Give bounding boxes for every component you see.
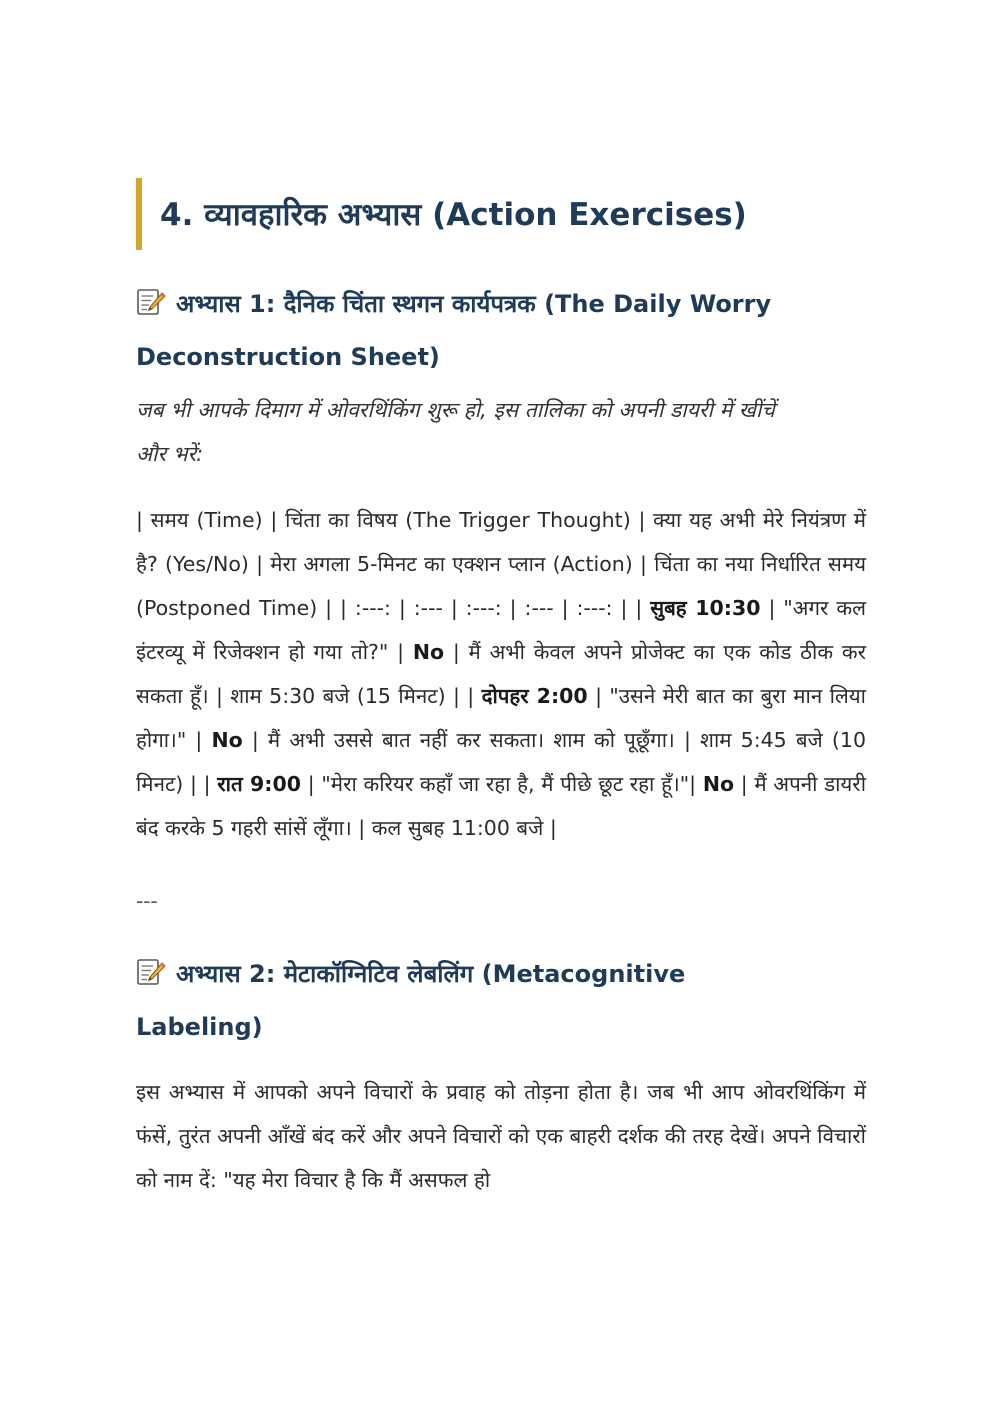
table-control-no: No (412, 640, 445, 664)
exercise1-title-line2: Deconstruction Sheet) (136, 343, 440, 371)
exercise2-body: इस अभ्यास में आपको अपने विचारों के प्रवाह को तोड़ना होता है। जब भी आप ओवरथिंकिंग में फंसें, तुरंत अपनी आँखें बंद करें और अपने विचारों को एक बाहरी दर्शक की तरह देखें। अपने विचारों को नाम दें: "यह मेरा विचार है कि मैं असफल हो (136, 1080, 866, 1192)
section-heading (136, 178, 866, 250)
worry-table-raw-text (136, 498, 866, 850)
table-time-morning: सुबह 10:30 (650, 596, 761, 620)
table-text-segment: | "मेरा करियर कहाँ जा रहा है, मैं पीछे छूट रहा हूँ।"| (301, 772, 703, 796)
exercise1-intro-line1: जब भी आपके दिमाग में ओवरथिंकिंग शुरू हो, इस तालिका को अपनी डायरी में खींचें (136, 398, 775, 422)
table-time-night: रात 9:00 (217, 772, 302, 796)
table-text-segment: | समय (Time) | चिंता का विषय (The Trigger Thought) | क्या यह अभी मेरे नियंत्रण में है? (Yes/No) | मेरा अगला 5-मिनट का एक्शन प्लान (Action) | चिंता का नया निर्धारित समय (Postponed Time) | | :---: | :--- | :---: | :--- | :---: | | (136, 508, 866, 620)
memo-pencil-icon (136, 957, 166, 987)
table-text-segment: | मैं अपनी डायरी बंद करके 5 गहरी सांसें लूँगा। | कल सुबह 11:00 बजे | (136, 772, 867, 840)
exercise2-title-line2: Labeling) (136, 1013, 263, 1041)
exercise2-title-line1: अभ्यास 2: मेटाकॉग्निटिव लेबलिंग (Metacognitive (176, 960, 686, 988)
section-title: 4. व्यावहारिक अभ्यास (Action Exercises) (160, 197, 747, 233)
exercise1-intro-line2: और भरें: (136, 442, 204, 466)
memo-pencil-icon (136, 287, 166, 317)
document-page (136, 178, 866, 1202)
exercise1-heading (136, 278, 866, 384)
table-control-no: No (211, 728, 243, 752)
exercise1-title-line1: अभ्यास 1: दैनिक चिंता स्थगन कार्यपत्रक (The Daily Worry (176, 290, 772, 318)
table-text-segment: | "उसने मेरी बात का बुरा मान लिया होगा।" | (136, 684, 866, 752)
separator: --- (136, 889, 158, 913)
table-text-segment: | मैं अभी उससे बात नहीं कर सकता। शाम को पूछूँगा। | शाम 5:45 बजे (10 मिनट) | | (136, 728, 866, 796)
table-time-afternoon: दोपहर 2:00 (481, 684, 588, 708)
table-text-segment: | मैं अभी केवल अपने प्रोजेक्ट का एक कोड ठीक कर सकता हूँ। | शाम 5:30 बजे (15 मिनट) | | (136, 640, 866, 708)
table-text-segment: | "अगर कल इंटरव्यू में रिजेक्शन हो गया तो?" | (136, 596, 866, 664)
exercise2-heading (136, 948, 866, 1054)
exercise1-intro (136, 388, 866, 476)
table-control-no: No (702, 772, 735, 796)
